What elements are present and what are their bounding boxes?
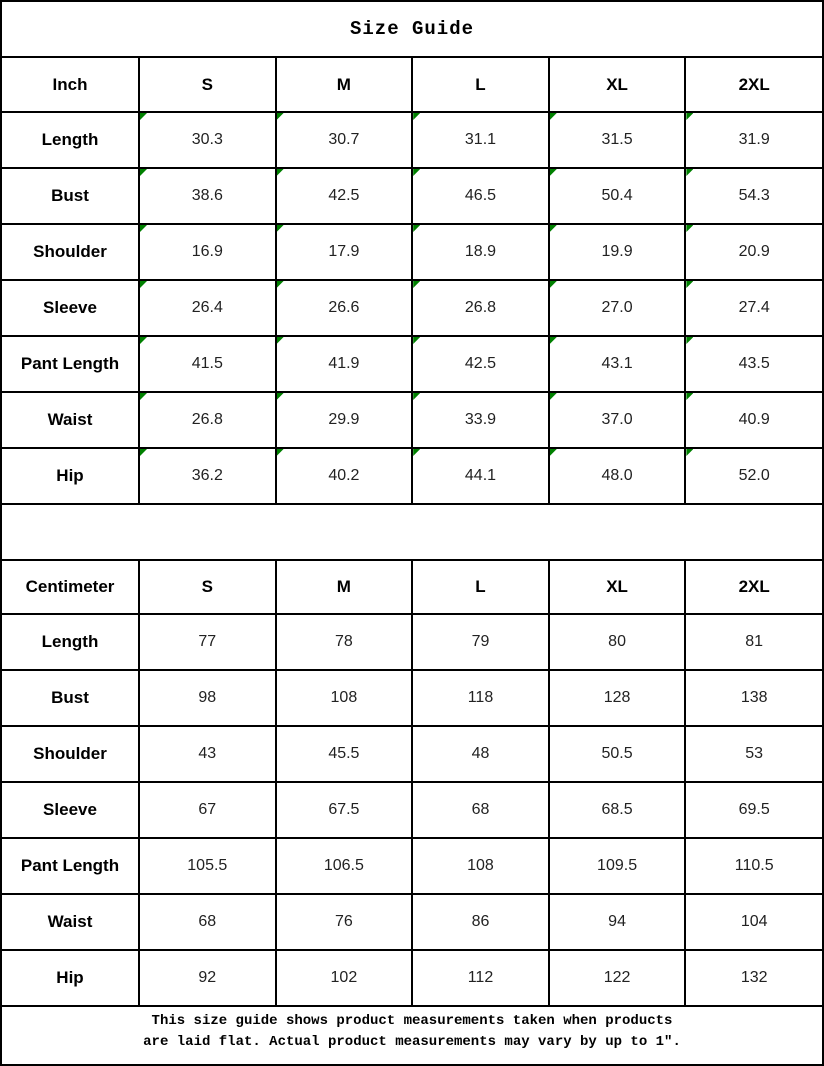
measurement-label-cell: Bust: [2, 670, 139, 726]
value-cell: 104: [685, 894, 822, 950]
footer-note: [2, 1007, 822, 1058]
value-cell: 79: [412, 614, 549, 670]
table-row: [2, 392, 822, 448]
corner-marker-icon: [686, 225, 693, 232]
value-cell: 128: [549, 670, 686, 726]
corner-marker-icon: [140, 225, 147, 232]
table-row: [2, 894, 822, 950]
table-row: [2, 950, 822, 1006]
measurement-label-cell: Shoulder: [2, 726, 139, 782]
corner-marker-icon: [686, 393, 693, 400]
footer-note-line1: This size guide shows product measurements taken when products: [151, 1013, 673, 1029]
value-cell: 27.0: [549, 280, 686, 336]
value-cell: 26.8: [139, 392, 276, 448]
inch-size-table: [2, 58, 822, 505]
value-cell: 105.5: [139, 838, 276, 894]
unit-header-cell: Centimeter: [2, 560, 139, 614]
value-cell: 42.5: [412, 336, 549, 392]
value-cell: 43.5: [685, 336, 822, 392]
value-cell: 33.9: [412, 392, 549, 448]
value-cell: 69.5: [685, 782, 822, 838]
corner-marker-icon: [550, 281, 557, 288]
value-cell: 36.2: [139, 448, 276, 504]
table-row: [2, 726, 822, 782]
size-header-cell: 2XL: [685, 560, 822, 614]
value-cell: 37.0: [549, 392, 686, 448]
value-cell: 86: [412, 894, 549, 950]
value-cell: 94: [549, 894, 686, 950]
table-row: [2, 336, 822, 392]
corner-marker-icon: [413, 225, 420, 232]
centimeter-size-table: [2, 559, 822, 1007]
value-cell: 92: [139, 950, 276, 1006]
footer-note-line2: are laid flat. Actual product measurements may vary by up to 1″.: [143, 1034, 681, 1050]
value-cell: 30.3: [139, 112, 276, 168]
value-cell: 16.9: [139, 224, 276, 280]
measurement-label-cell: Sleeve: [2, 280, 139, 336]
value-cell: 42.5: [276, 168, 413, 224]
measurement-label-cell: Waist: [2, 392, 139, 448]
value-cell: 17.9: [276, 224, 413, 280]
value-cell: 68: [139, 894, 276, 950]
value-cell: 52.0: [685, 448, 822, 504]
page-title: Size Guide: [2, 2, 822, 58]
value-cell: 46.5: [412, 168, 549, 224]
corner-marker-icon: [277, 393, 284, 400]
corner-marker-icon: [140, 169, 147, 176]
size-header-cell: L: [412, 58, 549, 112]
value-cell: 98: [139, 670, 276, 726]
corner-marker-icon: [550, 449, 557, 456]
value-cell: 53: [685, 726, 822, 782]
size-header-cell: S: [139, 58, 276, 112]
value-cell: 67.5: [276, 782, 413, 838]
measurement-label-cell: Waist: [2, 894, 139, 950]
value-cell: 109.5: [549, 838, 686, 894]
size-header-cell: M: [276, 560, 413, 614]
value-cell: 31.5: [549, 112, 686, 168]
value-cell: 38.6: [139, 168, 276, 224]
table-row: [2, 782, 822, 838]
value-cell: 43.1: [549, 336, 686, 392]
table-row: [2, 838, 822, 894]
value-cell: 81: [685, 614, 822, 670]
unit-header-cell: Inch: [2, 58, 139, 112]
corner-marker-icon: [550, 393, 557, 400]
value-cell: 29.9: [276, 392, 413, 448]
table-row: [2, 112, 822, 168]
value-cell: 132: [685, 950, 822, 1006]
measurement-label-cell: Pant Length: [2, 838, 139, 894]
header-row: [2, 58, 822, 112]
value-cell: 80: [549, 614, 686, 670]
corner-marker-icon: [550, 169, 557, 176]
value-cell: 108: [276, 670, 413, 726]
value-cell: 108: [412, 838, 549, 894]
value-cell: 50.5: [549, 726, 686, 782]
value-cell: 26.4: [139, 280, 276, 336]
value-cell: 41.5: [139, 336, 276, 392]
size-header-cell: S: [139, 560, 276, 614]
measurement-label-cell: Sleeve: [2, 782, 139, 838]
corner-marker-icon: [413, 337, 420, 344]
corner-marker-icon: [277, 281, 284, 288]
value-cell: 45.5: [276, 726, 413, 782]
value-cell: 110.5: [685, 838, 822, 894]
value-cell: 27.4: [685, 280, 822, 336]
corner-marker-icon: [140, 113, 147, 120]
value-cell: 138: [685, 670, 822, 726]
value-cell: 31.9: [685, 112, 822, 168]
corner-marker-icon: [686, 113, 693, 120]
corner-marker-icon: [277, 169, 284, 176]
value-cell: 67: [139, 782, 276, 838]
value-cell: 41.9: [276, 336, 413, 392]
value-cell: 30.7: [276, 112, 413, 168]
size-header-cell: L: [412, 560, 549, 614]
corner-marker-icon: [140, 337, 147, 344]
value-cell: 48.0: [549, 448, 686, 504]
table-spacer: [2, 505, 822, 559]
value-cell: 78: [276, 614, 413, 670]
table-row: [2, 280, 822, 336]
corner-marker-icon: [550, 337, 557, 344]
value-cell: 77: [139, 614, 276, 670]
corner-marker-icon: [413, 449, 420, 456]
corner-marker-icon: [140, 281, 147, 288]
value-cell: 118: [412, 670, 549, 726]
size-header-cell: XL: [549, 58, 686, 112]
table-row: [2, 448, 822, 504]
value-cell: 50.4: [549, 168, 686, 224]
measurement-label-cell: Shoulder: [2, 224, 139, 280]
value-cell: 102: [276, 950, 413, 1006]
value-cell: 20.9: [685, 224, 822, 280]
value-cell: 40.2: [276, 448, 413, 504]
value-cell: 18.9: [412, 224, 549, 280]
corner-marker-icon: [413, 113, 420, 120]
value-cell: 26.6: [276, 280, 413, 336]
corner-marker-icon: [277, 449, 284, 456]
value-cell: 44.1: [412, 448, 549, 504]
corner-marker-icon: [140, 449, 147, 456]
table-row: [2, 168, 822, 224]
value-cell: 68: [412, 782, 549, 838]
corner-marker-icon: [413, 169, 420, 176]
table-row: [2, 614, 822, 670]
measurement-label-cell: Hip: [2, 950, 139, 1006]
corner-marker-icon: [686, 449, 693, 456]
corner-marker-icon: [277, 225, 284, 232]
value-cell: 112: [412, 950, 549, 1006]
measurement-label-cell: Length: [2, 614, 139, 670]
size-header-cell: 2XL: [685, 58, 822, 112]
corner-marker-icon: [550, 113, 557, 120]
size-header-cell: XL: [549, 560, 686, 614]
corner-marker-icon: [550, 225, 557, 232]
value-cell: 43: [139, 726, 276, 782]
value-cell: 40.9: [685, 392, 822, 448]
header-row: [2, 560, 822, 614]
value-cell: 19.9: [549, 224, 686, 280]
value-cell: 106.5: [276, 838, 413, 894]
value-cell: 76: [276, 894, 413, 950]
measurement-label-cell: Length: [2, 112, 139, 168]
corner-marker-icon: [413, 281, 420, 288]
corner-marker-icon: [277, 113, 284, 120]
measurement-label-cell: Pant Length: [2, 336, 139, 392]
value-cell: 48: [412, 726, 549, 782]
corner-marker-icon: [277, 337, 284, 344]
value-cell: 122: [549, 950, 686, 1006]
corner-marker-icon: [686, 337, 693, 344]
table-row: [2, 224, 822, 280]
value-cell: 31.1: [412, 112, 549, 168]
corner-marker-icon: [413, 393, 420, 400]
measurement-label-cell: Bust: [2, 168, 139, 224]
measurement-label-cell: Hip: [2, 448, 139, 504]
size-header-cell: M: [276, 58, 413, 112]
corner-marker-icon: [140, 393, 147, 400]
corner-marker-icon: [686, 281, 693, 288]
table-row: [2, 670, 822, 726]
value-cell: 68.5: [549, 782, 686, 838]
value-cell: 54.3: [685, 168, 822, 224]
corner-marker-icon: [686, 169, 693, 176]
value-cell: 26.8: [412, 280, 549, 336]
